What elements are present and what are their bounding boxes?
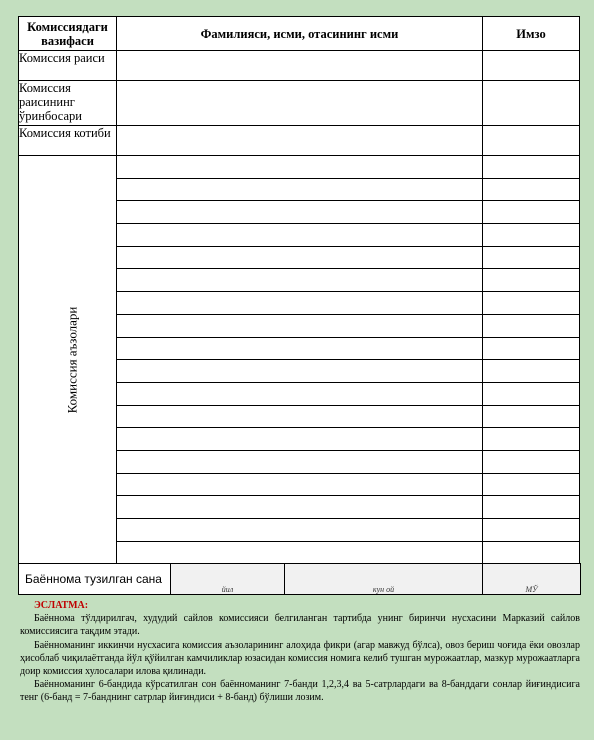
signature-cell-chair[interactable] <box>483 51 580 81</box>
members-label-text: Комиссия аъзолари <box>64 306 80 414</box>
date-time-caption: МЎ <box>525 585 538 594</box>
member-name-cell[interactable] <box>117 224 483 247</box>
note-paragraph-3: Баённоманинг 6-бандида кўрсатилган сон баённоманинг 7-банди 1,2,3,4 ва 5-сатрлардаги ва 8-банддаги сонлар йиғиндисига тенг (6-банд = 7-банднинг сатрлар йиғиндиси + 8-банд) бўлиши лозим. <box>20 679 580 704</box>
member-name-cell[interactable] <box>117 314 483 337</box>
member-signature-cell[interactable] <box>483 496 580 519</box>
member-name-cell[interactable] <box>117 473 483 496</box>
member-name-cell[interactable] <box>117 496 483 519</box>
date-daymonth-caption: кун ой <box>372 585 395 594</box>
header-name: Фамилияси, исми, отасининг исми <box>117 17 483 51</box>
commission-signature-table <box>18 16 580 564</box>
member-signature-cell[interactable] <box>483 201 580 224</box>
date-row <box>19 564 581 595</box>
member-signature-cell[interactable] <box>483 360 580 383</box>
role-members <box>19 156 117 564</box>
note-paragraph-1: Баённома тўлдирилгач, худудий сайлов комиссияси белгиланган тартибда унинг биринчи нусхасини Марказий сайлов комиссиясига тақдим этади. <box>20 613 580 638</box>
member-signature-cell[interactable] <box>483 473 580 496</box>
member-signature-cell[interactable] <box>483 519 580 542</box>
table-row-chair <box>19 51 580 81</box>
date-daymonth-field[interactable] <box>285 564 483 595</box>
role-chair: Комиссия раиси <box>19 51 117 81</box>
member-signature-cell[interactable] <box>483 428 580 451</box>
member-name-cell[interactable] <box>117 246 483 269</box>
header-signature: Имзо <box>483 17 580 51</box>
member-name-cell[interactable] <box>117 382 483 405</box>
member-signature-cell[interactable] <box>483 246 580 269</box>
date-year-field[interactable] <box>171 564 285 595</box>
date-time-field[interactable] <box>483 564 581 595</box>
header-role: Комиссиядаги вазифаси <box>19 17 117 51</box>
member-name-cell[interactable] <box>117 156 483 179</box>
member-name-cell[interactable] <box>117 337 483 360</box>
member-signature-cell[interactable] <box>483 224 580 247</box>
name-cell-deputy[interactable] <box>117 81 483 126</box>
role-secretary: Комиссия котиби <box>19 126 117 156</box>
note-title: ЭСЛАТМА: <box>34 600 89 611</box>
member-signature-cell[interactable] <box>483 450 580 473</box>
note-paragraph-2: Баённоманинг иккинчи нусхасига комиссия аъзоларининг алоҳида фикри (агар мавжуд бўлса), овоз бериш чоғида ёки овозлар ҳисоблаб чиқилаётганда йўл қўйилган камчиликлар юзасидан комиссия номига келиб тушган мурожаатлар, мазкур мурожаатларга доир комиссия хулосалари илова қилинади. <box>20 639 580 678</box>
member-signature-cell[interactable] <box>483 337 580 360</box>
member-name-cell[interactable] <box>117 541 483 564</box>
member-name-cell[interactable] <box>117 178 483 201</box>
member-name-cell[interactable] <box>117 428 483 451</box>
member-signature-cell[interactable] <box>483 382 580 405</box>
member-signature-cell[interactable] <box>483 292 580 315</box>
member-signature-cell[interactable] <box>483 269 580 292</box>
member-name-cell[interactable] <box>117 292 483 315</box>
name-cell-chair[interactable] <box>117 51 483 81</box>
table-row-member <box>19 156 580 179</box>
member-signature-cell[interactable] <box>483 314 580 337</box>
table-row-deputy <box>19 81 580 126</box>
member-signature-cell[interactable] <box>483 156 580 179</box>
member-name-cell[interactable] <box>117 450 483 473</box>
signature-cell-secretary[interactable] <box>483 126 580 156</box>
member-name-cell[interactable] <box>117 269 483 292</box>
date-year-caption: йил <box>221 585 234 594</box>
date-label: Баённома тузилган сана <box>19 564 171 595</box>
member-signature-cell[interactable] <box>483 541 580 564</box>
protocol-date-table <box>18 563 581 595</box>
member-name-cell[interactable] <box>117 519 483 542</box>
name-cell-secretary[interactable] <box>117 126 483 156</box>
member-name-cell[interactable] <box>117 405 483 428</box>
member-name-cell[interactable] <box>117 201 483 224</box>
member-signature-cell[interactable] <box>483 178 580 201</box>
table-row-secretary <box>19 126 580 156</box>
signature-cell-deputy[interactable] <box>483 81 580 126</box>
table-header-row <box>19 17 580 51</box>
member-signature-cell[interactable] <box>483 405 580 428</box>
note-section <box>20 599 580 705</box>
member-name-cell[interactable] <box>117 360 483 383</box>
role-deputy: Комиссия раисининг ўринбосари <box>19 81 117 126</box>
